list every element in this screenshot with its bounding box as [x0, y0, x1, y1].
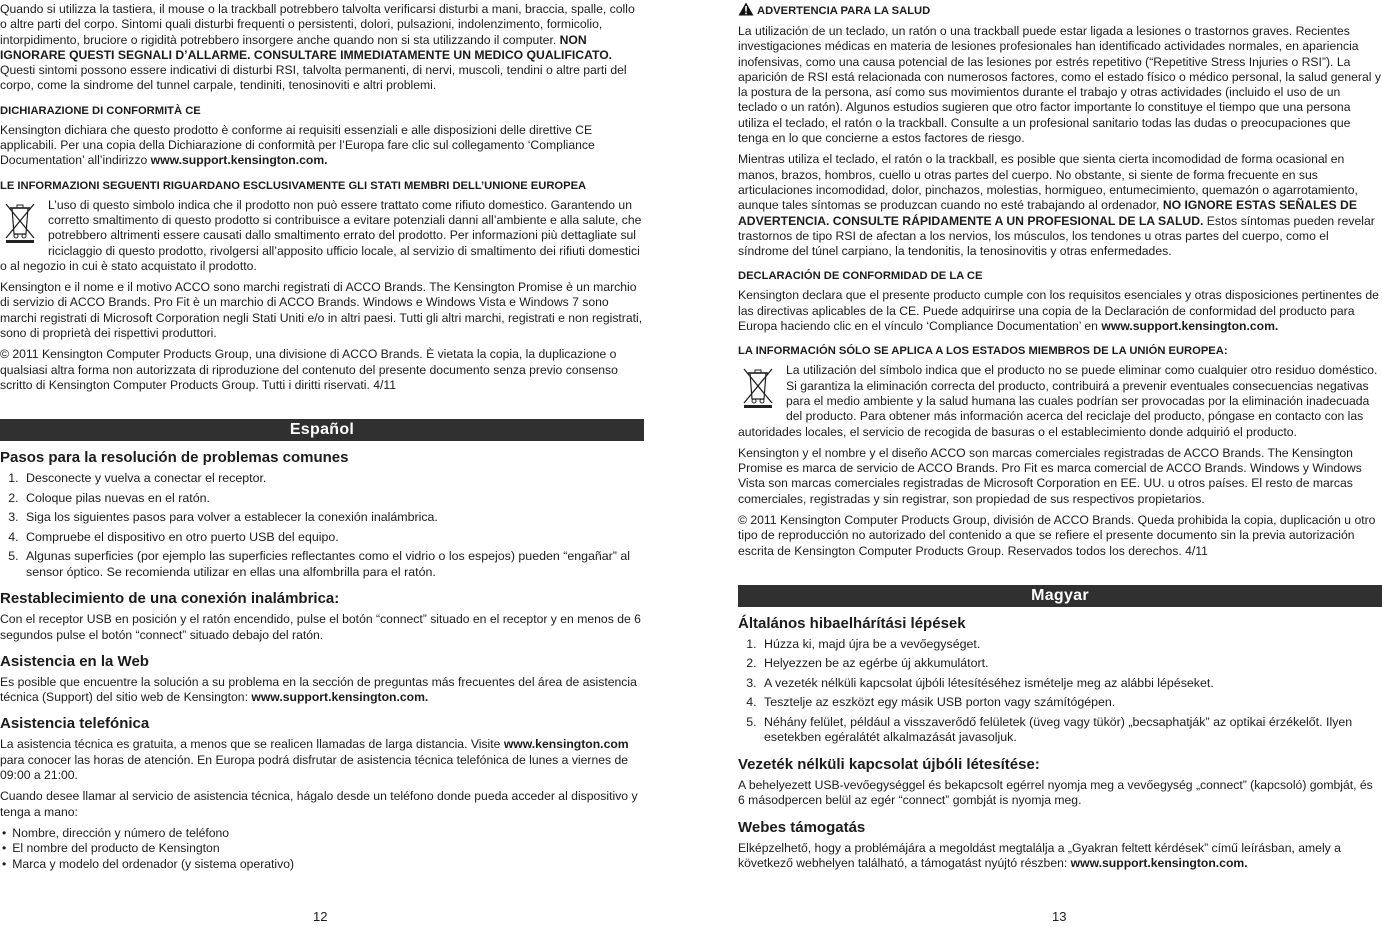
es-eu-heading: LA INFORMACIÓN SÓLO SE APLICA A LOS ESTADOS MIEMBROS DE LA UNIÓN EUROPEA:: [738, 345, 1228, 358]
list-item: 1. Húzza ki, majd újra be a vevőegységet.: [760, 637, 1382, 653]
es-decl-paragraph: Kensington declara que el presente producto cumple con los requisitos esenciales y otras disposiciones pertinentes de las directivas aplicables de la CE. Puede adquirirse una copia de la Declaración de conformidad del producto para Europa haciendo clic en el vínculo ‘Compliance Documentation’ en www.support.kensington.com.: [738, 288, 1379, 334]
hu-reconnect-heading: Vezeték nélküli kapcsolat újbóli létesítése:: [738, 755, 1040, 773]
it-trademarks: Kensington e il nome e il motivo ACCO sono marchi registrati di ACCO Brands. The Kensington Promise è un marchio di servizio di ACCO Brands. Pro Fit è un marchio di ACCO Brands. Windows e Windows Vista e Windows 7 sono marchi registrati di Microsoft Corporation negli Stati Uniti e/o in altri paesi. Tutti gli altri marchi, registrati e non registrati, sono di proprietà dei rispettivi produttori.: [0, 280, 643, 341]
es-warning-paragraph-2: Mientras utiliza el teclado, el ratón o la trackball, es posible que sienta cierta incomodidad de forma ocasional en manos, brazos, hombros, cuello u otras partes del cuerpo. No obstante, si siente de forma frecuente en sus articulaciones incomodidad, dolor, pinchazos, molestias, hormigueo, entumecimiento, quemazón o agarrotamiento, aunque tales síntomas se produzcan cuando no esté trabajando al ordenador, NO IGNORE ESTAS SEÑALES DE ADVERTENCIA. CONSULTE RÁPIDAMENTE A UN PROFESIONAL DE LA SALUD. Estos síntomas pueden revelar trastornos de tipo RSI de afectan a los nervios, los músculos, los tendones u otras partes del cuerpo, como el síndrome del túnel carpiano, la tendonitis, la tenosinovitis y otras enfermedades.: [738, 152, 1375, 259]
it-decl-paragraph: Kensington dichiara che questo prodotto è conforme ai requisiti essenziali e alle disposizioni delle direttive CE applicabili. Per una copia della Dichiarazione di conformità per l’Europa fare clic sul collegamento ‘Compliance Documentation’ all’indirizzo www.support.kensington.com.: [0, 122, 595, 168]
right-page: [738, 2, 1382, 877]
hu-web-paragraph: Elképzelhető, hogy a problémájára a megoldást megtalálja a „Gyakran feltett kérdések” című leírásban, amely a következő webhelyen található, a támogatást nyújtó részben: www.support.kensington.com.: [738, 840, 1341, 870]
es-phone-heading: Asistencia telefónica: [0, 715, 150, 733]
hu-trouble-heading: Általános hibaelhárítási lépések: [738, 614, 966, 632]
es-copyright: © 2011 Kensington Computer Products Group, división de ACCO Brands. Queda prohibida la copia, duplicación u otro tipo de reproducción no autorizado del contenido a que se refiere el presente documento sin la previa autorización escrita de Kensington Computer Products Group. Reservados todos los derechos. 4/11: [738, 513, 1376, 558]
it-support-link[interactable]: www.support.kensington.com.: [150, 153, 328, 168]
es-decl-heading: DECLARACIÓN DE CONFORMIDAD DE LA CE: [738, 270, 983, 283]
es-steps-list: [0, 471, 644, 580]
es-trademarks: Kensington y el nombre y el diseño ACCO son marcas comerciales registradas de ACCO Brands. The Kensington Promise es marca de servicio de ACCO Brands. Pro Fit es marca comercial de ACCO Brands. Windows y Windows Vista son marcas comerciales registradas de Microsoft Corporation en EE. UU. u otros países. El resto de marcas comerciales, registradas y sin registrar, son propiedad de sus respectivos propietarios.: [738, 445, 1362, 506]
es-reconnect-heading: Restablecimiento de una conexión inalámbrica:: [0, 590, 340, 608]
es-bullet-list: [0, 826, 644, 872]
es-kensington-link[interactable]: www.kensington.com: [503, 737, 629, 752]
es-decl-support-link[interactable]: www.support.kensington.com.: [1101, 319, 1279, 334]
it-rsi-paragraph: Quando si utilizza la tastiera, il mouse o la trackball potrebbero talvolta verificarsi disturbi a mani, braccia, spalle, collo o altre parti del corpo. Sintomi quali disturbi frequenti o persistenti, dolori, pulsazioni, indolenzimento, formicolio, intorpidimento, bruciore o rigidità potrebbero insorgere anche quando non si sta utilizzando il computer. NON IGNORARE QUESTI SEGNALI D’ALLARME. CONSULTARE IMMEDIATAMENTE UN MEDICO QUALIFICATO. Questi sintomi possono essere indicativi di disturbi RSI, talvolta permanenti, di nervi, muscoli, tendini o altre parti del corpo, come la sindrome del tunnel carpale, tendiniti, tenosinoviti e altri problemi.: [0, 2, 635, 93]
page-number-right: 13: [1052, 909, 1067, 924]
list-item: 1. Desconecte y vuelva a conectar el receptor.: [22, 471, 644, 487]
list-item: 3. Siga los siguientes pasos para volver a establecer la conexión inalámbrica.: [22, 510, 644, 526]
weee-bin-icon: [0, 200, 40, 244]
es-warning-paragraph-1: La utilización de un teclado, un ratón o una trackball puede estar ligada a lesiones o trastornos graves. Recientes investigaciones médicas en materia de lesiones profesionales han identificado actividades normales, en apariencia inofensivas, como una causa potencial de las lesiones por estrés repetitivo (“Repetitive Stress Injuries o RSI”). La aparición de RSI está relacionada con numerosos factores, como el estado físico o médico personal, la salud general y la postura de la persona, así como sus movimientos durante el trabajo y otras actividades (incluido el uso de un teclado o un ratón). Algunos estudios sugieren que otro factor importante lo constituye el tiempo que una persona utiliza el teclado, el ratón o la trackball. Consulte a un profesional sanitario todas las dudas o preocupaciones que tenga en lo que concierne a estos factores de riesgo.: [738, 24, 1381, 146]
hu-support-link[interactable]: www.support.kensington.com.: [1070, 855, 1248, 870]
hu-web-heading: Webes támogatás: [738, 818, 866, 836]
page-number-left: 12: [313, 909, 328, 924]
it-eu-paragraph: L’uso di questo simbolo indica che il prodotto non può essere trattato come rifiuto domestico. Garantendo un corretto smaltimento di questo prodotto si contribuisce a evitare potenziali danni all’ambiente e alla salute, che potrebbero altrimenti essere causati dallo smaltimento errato del prodotto. Per informazioni più dettagliate sul riciclaggio di questo prodotto, rivolgersi all’apposito ufficio locale, al servizio di smaltimento dei rifiuti domestici o al negozio in cui è stato acquistato il prodotto.: [0, 197, 642, 273]
it-copyright: © 2011 Kensington Computer Products Group, una divisione di ACCO Brands. È vietata la copia, la duplicazione o qualsiasi altra forma non autorizzata di riproduzione del contenuto del presente documento senza previo consenso scritto di Kensington Computer Products Group. Tutti i diritti riservati. 4/11: [0, 347, 618, 392]
section-bar-espanol: Español: [0, 419, 644, 441]
hu-reconnect-paragraph: A behelyezett USB-vevőegységgel és bekapcsolt egérrel nyomja meg a vevőegység „connect” (kapcsoló) gombját, és 6 másodpercen belül az egér “connect” gombját is nyomja meg.: [738, 777, 1373, 808]
it-eu-heading: LE INFORMAZIONI SEGUENTI RIGUARDANO ESCLUSIVAMENTE GLI STATI MEMBRI DELL’UNIONE EUROPEA: [0, 179, 587, 192]
list-item: 5. Algunas superficies (por ejemplo las superficies reflectantes como el vidrio o los espejos) pueden “engañar” al sensor óptico. Se recomienda utilizar en ellas una alfombrilla para el ratón.: [22, 549, 644, 580]
es-web-paragraph: Es posible que encuentre la solución a su problema en la sección de preguntas más frecuentes del área de asistencia técnica (Support) del sitio web de Kensington: www.support.kensington.com.: [0, 674, 637, 705]
weee-bin-icon: [738, 365, 778, 409]
list-item: • Marca y modelo del ordenador (y sistema operativo): [14, 857, 644, 872]
list-item: • El nombre del producto de Kensington: [14, 841, 644, 856]
it-decl-heading: DICHIARAZIONE DI CONFORMITÀ CE: [0, 104, 201, 117]
list-item: 3. A vezeték nélküli kapcsolat újbóli létesítéséhez ismételje meg az alábbi lépéseket.: [760, 676, 1382, 692]
section-bar-magyar: Magyar: [738, 585, 1382, 607]
es-support-link[interactable]: www.support.kensington.com.: [251, 690, 429, 705]
left-page: [0, 2, 644, 876]
list-item: 4. Tesztelje az eszközt egy másik USB porton vagy számítógépen.: [760, 695, 1382, 711]
list-item: • Nombre, dirección y número de teléfono: [14, 826, 644, 841]
list-item: 5. Néhány felület, például a visszaverődő felületek (üveg vagy tükör) „becsaphatják” az optikai érzékelőt. Ilyen esetekben egéralátét alkalmazását javasoljuk.: [760, 715, 1382, 746]
es-eu-paragraph: La utilización del símbolo indica que el producto no se puede eliminar como cualquier otro residuo doméstico. Si garantiza la eliminación correcta del producto, contribuirá a prevenir eventuales consecuencias negativas para el medio ambiente y la salud humana las cuales podrían ser provocadas por la eliminación inadecuada del producto. Para obtener más información acerca del reciclaje del producto, póngase en contacto con las autoridades locales, el servicio de recogida de basuras o el establecimiento donde adquirió el producto.: [738, 363, 1378, 439]
es-reconnect-paragraph: Con el receptor USB en posición y el ratón encendido, pulse el botón “connect” situado en el receptor y en menos de 6 segundos pulse el botón “connect” situado debajo del ratón.: [0, 612, 641, 642]
list-item: 4. Compruebe el dispositivo en otro puerto USB del equipo.: [22, 530, 644, 546]
warning-triangle-icon: [738, 2, 754, 16]
es-web-heading: Asistencia en la Web: [0, 652, 149, 670]
es-trouble-heading: Pasos para la resolución de problemas comunes: [0, 449, 349, 467]
list-item: 2. Helyezzen be az egérbe új akkumulátort.: [760, 656, 1382, 672]
hu-steps-list: [738, 637, 1382, 746]
es-phone-paragraph: La asistencia técnica es gratuita, a menos que se realicen llamadas de larga distancia. Visite www.kensington.com para conocer las horas de atención. En Europa podrá disfrutar de asistencia técnica telefónica de lunes a viernes de 09:00 a 21:00.: [0, 737, 629, 783]
es-phone-paragraph-2: Cuando desee llamar al servicio de asistencia técnica, hágalo desde un teléfono donde pueda acceder al dispositivo y tenga a mano:: [0, 789, 638, 819]
list-item: 2. Coloque pilas nuevas en el ratón.: [22, 491, 644, 507]
health-warning-heading: ADVERTENCIA PARA LA SALUD: [738, 2, 1382, 18]
